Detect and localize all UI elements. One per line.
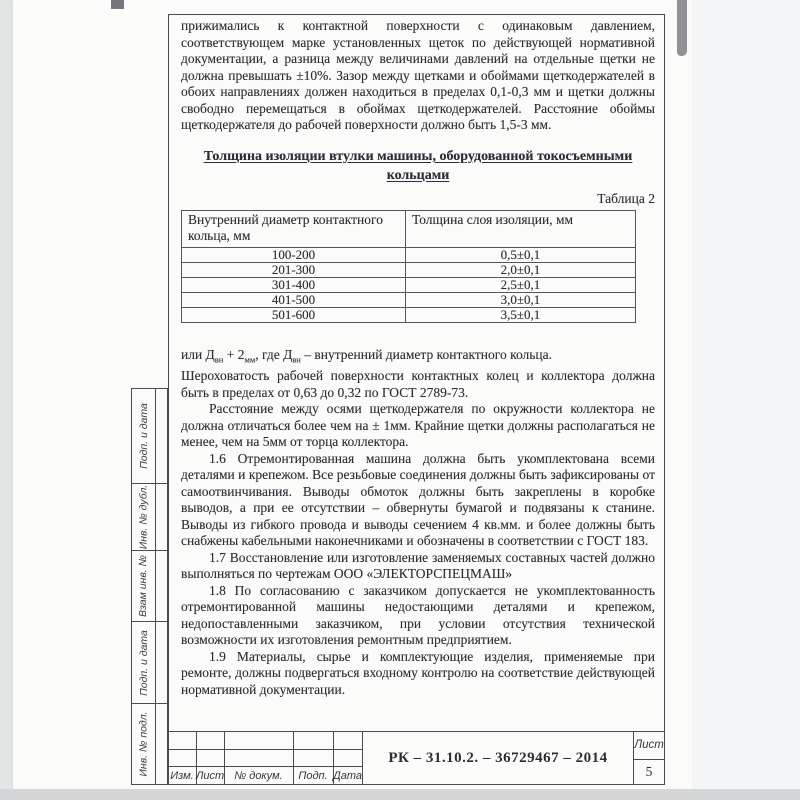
paragraph-roughness: Шероховатость рабочей поверхности контактных колец и коллектора должна быть в пределах от 0,63 до 0,32 по ГОСТ 2789-73. [181,368,655,400]
formula-text: или Д [181,347,215,362]
scan-artifact-top-left [111,0,124,9]
titleblock-label-podp: Подп. [298,769,328,782]
table-cell-thickness: 2,0±0,1 [406,263,636,278]
table-caption: Таблица 2 [597,190,655,206]
titleblock-label-izm: Изм. [170,769,194,782]
margin-stamp-inv-podl [131,703,168,785]
table-cell-thickness: 2,5±0,1 [406,278,636,293]
stamp-label-area [132,484,155,550]
table-cell-thickness: 0,5±0,1 [406,248,636,263]
stamp-label-area [132,551,155,621]
titleblock-label-data: Дата [332,769,363,782]
table-row [182,308,636,323]
formula-subscript: мм [244,354,256,365]
formula-text: , где Д [255,347,293,362]
document-text-column [181,18,655,698]
table-cell-diameter: 501-600 [182,308,406,323]
stamp-label: Инв. № подл. [137,711,150,777]
table-cell-thickness: 3,5±0,1 [406,308,636,323]
stamp-label: Взам инв. № [137,554,150,618]
stamp-divider [155,622,156,703]
titleblock-label-dokum: № докум. [234,769,283,782]
document-number: РК – 31.10.2. – 36729467 – 2014 [388,749,608,766]
margin-stamp-podp-data-2 [131,621,168,704]
formula-note [181,347,655,368]
table-row [182,263,636,278]
insulation-table-header-row [182,211,636,248]
scanner-margin-right [692,0,800,789]
paragraph-holder-distance: Расстояние между осями щеткодержателя по окружности коллектора не должна отличаться более чем на ± 1мм. Крайние щетки должны располагаться не менее, чем на 5мм от торца коллектора. [181,401,655,450]
formula-text: – внутренний диаметр контактного кольца. [300,347,553,362]
stamp-label-area [132,622,155,703]
margin-stamp-podp-data-1 [131,388,168,484]
formula-subscript: вн [292,354,301,365]
formula-text: + 2 [223,347,245,362]
table-row [182,293,636,308]
stamp-label-area [132,389,155,483]
table-cell-diameter: 201-300 [182,263,406,278]
stamp-label: Подп. и дата [137,629,150,696]
table-cell-diameter: 401-500 [182,293,406,308]
table-row [182,248,636,263]
table-cell-thickness: 3,0±0,1 [406,293,636,308]
paragraph-1-6: 1.6 Отремонтированная машина должна быть укомплектована всеми деталями и крепежом. Все резьбовые соединения должны быть зафиксированы от самоотвинчивания. Выводы обмоток должны быть закреплены в коробке выводов, а при ее отсутствии – обвернуты бумагой и подвязаны к станине. Выводы из гибкого провода и выводы сечением 4 кв.мм. и более должны быть снабжены кабельными наконечниками и обозначены в соответствии с ГОСТ 183. [181,450,655,549]
stamp-divider [155,484,156,550]
paragraph-1-8: 1.8 По согласованию с заказчиком допускается не укомплектованность отремонтированной машины недостающими деталями и крепежом, недопоставленными заказчиком, при условии отсутствия технической возможности их изготовления ремонтным предприятием. [181,582,655,648]
stamp-label-area [132,704,155,784]
margin-stamp-vzam-inv [131,550,168,622]
section-heading: Толщина изоляции втулки машины, оборудованной токосъемными кольцами [203,148,633,183]
table-header-diameter: Внутренний диаметр контактного кольца, мм [182,211,406,248]
stamp-divider [155,389,156,483]
scanner-edge-bottom [0,789,800,800]
stamp-divider [155,551,156,621]
scanner-edge-left [0,0,13,800]
stamp-divider [155,704,156,784]
titleblock-label-list: Лист [195,769,225,782]
paragraph-1-9: 1.9 Материалы, сырье и комплектующие изделия, применяемые при ремонте, должны подвергаться входному контролю на соответствие действующей нормативной документации. [181,648,655,697]
formula-subscript: вн [214,354,224,365]
margin-stamp-inv-dubl [131,483,168,551]
paragraph-1-7: 1.7 Восстановление или изготовление заменяемых составных частей должно выполняться по чертежам ООО «ЭЛЕКТОРСПЕЦМАШ» [181,549,655,582]
insulation-table [181,210,636,323]
sheet-label: Лист [634,739,664,751]
table-row [182,278,636,293]
table-header-thickness: Толщина слоя изоляции, мм [406,211,636,248]
table-cell-diameter: 100-200 [182,248,406,263]
table-cell-diameter: 301-400 [182,278,406,293]
stamp-label: Подп. и дата [137,403,150,469]
paragraph-brush-pressure: прижимались к контактной поверхности с одинаковым давлением, соответствующем марке установленных щеток по действующей нормативной документации, а разница между величинами давлений на отдельные щетки не должна превышать ±10%. Зазор между щетками и обоймами щеткодержателей в обоих направлениях должен находиться в пределах 0,1-0,3 мм и щетки должны свободно перемещаться в обоймах щеткодержателей. Расстояние обоймы щеткодержателя до рабочей поверхности должно быть 1,5-3 мм. [181,18,655,132]
scan-artifact-top-right [677,0,687,56]
stamp-label: Инв. № дубл. [137,484,150,550]
sheet-number: 5 [645,764,653,779]
